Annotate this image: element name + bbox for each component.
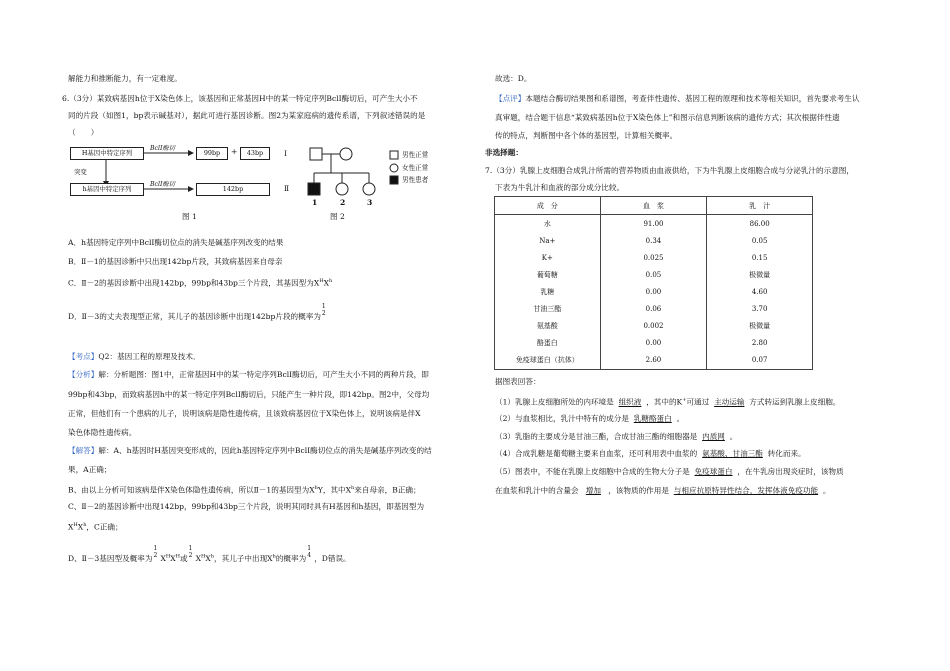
option-a: A．h基因特定序列中BclⅠ酶切位点的消失是碱基序列改变的结果 xyxy=(68,238,284,247)
legend-female: 女性正常 xyxy=(402,164,429,172)
dianping-line2: 真审题，结合题干信息“某致病基因h位于X染色体上”和图示信息判断该病的遗传方式；其次根据伴性遗 xyxy=(495,113,840,122)
h-seq-h-box: h基因中特定序列 xyxy=(70,183,144,196)
intro-line: 解能力和推断能力，有一定难度。 xyxy=(68,74,182,83)
frag-43-box: 43bp xyxy=(240,147,270,160)
answer-2: （2）与血浆相比，乳汁中特有的成分是 乳糖酪蛋白 。 xyxy=(495,414,685,423)
dianping-line3: 传的特点，判断图中各个体的基因型，计算相关概率。 xyxy=(495,131,678,140)
answer-5-line2: 在血浆和乳汁中的含量会 增加 ，该物质的作用是 与相应抗原特异性结合，发挥体液免疫功能 。 xyxy=(495,486,831,495)
jieda-line2: 果，A正确； xyxy=(68,465,112,474)
guze: 故选：D。 xyxy=(495,74,532,83)
answer-3: （3）乳脂的主要成分是甘油三酯，合成甘油三酯的细胞器是 内质网 。 xyxy=(495,432,738,441)
plus-sign: + xyxy=(231,147,238,156)
enzyme-label-1: BclⅠ酶切 xyxy=(150,145,175,152)
table-row: Na+ 0.34 0.05 xyxy=(495,232,813,249)
q6-line2: 同的片段（如图1，bp表示碱基对），据此可进行基因诊断。图2为某家庭病的遗传系谱，下列叙述错误的是 xyxy=(68,111,426,120)
ind-2: 2 xyxy=(340,198,346,207)
dianping-line1: 【点评】本题结合酶切结果图和系谱图，考查伴性遗传、基因工程的原理和技术等相关知识，首先要求考生认 xyxy=(495,94,860,103)
table-row: 酪蛋白 0.00 2.80 xyxy=(495,335,813,352)
legend-male: 男性正常 xyxy=(402,151,429,159)
jieda-line4: C、Ⅱ－2的基因诊断中出现142bp，99bp和43bp三个片段，说明其同时具有H基因和h基因，即基因型为 xyxy=(68,502,425,511)
fenxi-line2: 99bp和43bp，而致病基因h中的某一特定序列BclI酶切后，只能产生一种片段，即142bp。图2中，父母均 xyxy=(68,390,430,399)
table-row: 乳糖 0.00 4.60 xyxy=(495,283,813,300)
gen-I-label: Ⅰ xyxy=(284,149,287,158)
fenxi-line3: 正常，但他们有一个患病的儿子，说明该病是隐性遗传病，且该致病基因位于X染色体上，说明该病是伴X xyxy=(68,409,421,418)
section-title: 非选择题： xyxy=(485,148,523,157)
table-row: 葡萄糖 0.05 极微量 xyxy=(495,266,813,283)
composition-table xyxy=(494,196,813,370)
q6-line3: （ ） xyxy=(68,128,99,137)
legend-patient: 男性患者 xyxy=(402,176,429,184)
fig1-caption: 图 1 xyxy=(182,212,197,221)
table-row: 免疫球蛋白（抗体） 2.60 0.07 xyxy=(495,352,813,370)
option-d: D．Ⅱ－3的丈夫表现型正常，其儿子的基因诊断中出现142bp片段的概率为 1 2 xyxy=(68,309,329,322)
figure-2 xyxy=(280,143,470,223)
figure-1 xyxy=(70,143,300,223)
enzyme-label-2: BclⅠ酶切 xyxy=(150,181,175,188)
frag-99-box: 99bp xyxy=(196,147,228,160)
h-seq-H-box: H基因中特定序列 xyxy=(70,147,144,160)
table-row: K+ 0.025 0.15 xyxy=(495,249,813,266)
jieda-line3: B、由以上分析可知该病是伴X染色体隐性遗传病，所以Ⅱ－1的基因型为$X^hY$，其中$X^h$来自母亲，B正确； xyxy=(68,485,421,495)
frag-142-box: 142bp xyxy=(196,183,270,196)
jieda-line6: D、Ⅱ－3基因型及概率为 1 2 $X^HX^H$或 1 2 $X^HX^h$，其儿子中出现$X^h$的概率为 1 4 ，D错误。 xyxy=(68,545,351,563)
pedigree-drawing xyxy=(280,143,470,223)
fraction-half: 1 2 xyxy=(321,303,326,317)
answer-head: 据图表回答： xyxy=(495,377,541,386)
answer-4: （4）合成乳糖是葡萄糖主要来自血浆，还可利用表中血浆的 氨基酸、甘油三酯 转化而来。 xyxy=(495,449,806,458)
fenxi-line1: 【分析】解：分析题图：图1中，正常基因H中的某一特定序列BclI酶切后，可产生大小不同的两种片段，即 xyxy=(68,370,429,379)
q7-line1: 7.（3分）乳腺上皮细胞合成乳汁所需的营养物质由血液供给，下为牛乳腺上皮细胞合成与分泌乳汁的示意图， xyxy=(485,166,854,175)
q6-line1: 6.（3分）某致病基因h位于X染色体上，该基因和正常基因H中的某一特定序列BclI酶切后，可产生大小不 xyxy=(62,94,418,103)
ind-1: 1 xyxy=(312,198,318,207)
ind-3: 3 xyxy=(367,198,373,207)
jieda-line5: $X^HX^h$，C正确； xyxy=(68,522,123,532)
table-row: 氨基酸 0.002 极微量 xyxy=(495,318,813,335)
table-header: 成 分 血 浆 乳 汁 xyxy=(495,197,813,215)
q7-line2: 下表为牛乳汁和血液的部分成分比较。 xyxy=(495,183,625,192)
answer-5-line1: （5）图表中，不能在乳腺上皮细胞中合成的生物大分子是 免疫球蛋白 ，在牛乳房出现炎症时，该物质 xyxy=(495,467,844,476)
fig2-caption: 图 2 xyxy=(330,212,345,221)
option-c: C．Ⅱ－2的基因诊断中出现142bp，99bp和43bp三个片段，其基因型为$X^HX^h$ xyxy=(68,278,333,288)
table-row: 水 91.00 86.00 xyxy=(495,215,813,233)
option-b: B．Ⅱ－1的基因诊断中只出现142bp片段，其致病基因来自母亲 xyxy=(68,257,283,266)
table-row: 甘油三酯 0.06 3.70 xyxy=(495,301,813,318)
jieda-line1: 【解答】解：A、h基因时H基因突变形成的，因此h基因特定序列中BclI酶切位点的消失是碱基序列改变的结 xyxy=(68,446,432,455)
answer-1: （1）乳腺上皮细胞所处的内环境是 组织液 ，其中的K+可通过 主动运输 方式转运到乳腺上皮细胞。 xyxy=(495,397,841,407)
fenxi-line4: 染色体隐性遗传病。 xyxy=(68,428,137,437)
gen-II-label: Ⅱ xyxy=(284,184,290,193)
kaodian: 【考点】Q2：基因工程的原理及技术． xyxy=(68,352,201,361)
mutation-label: 突变 xyxy=(74,168,87,176)
